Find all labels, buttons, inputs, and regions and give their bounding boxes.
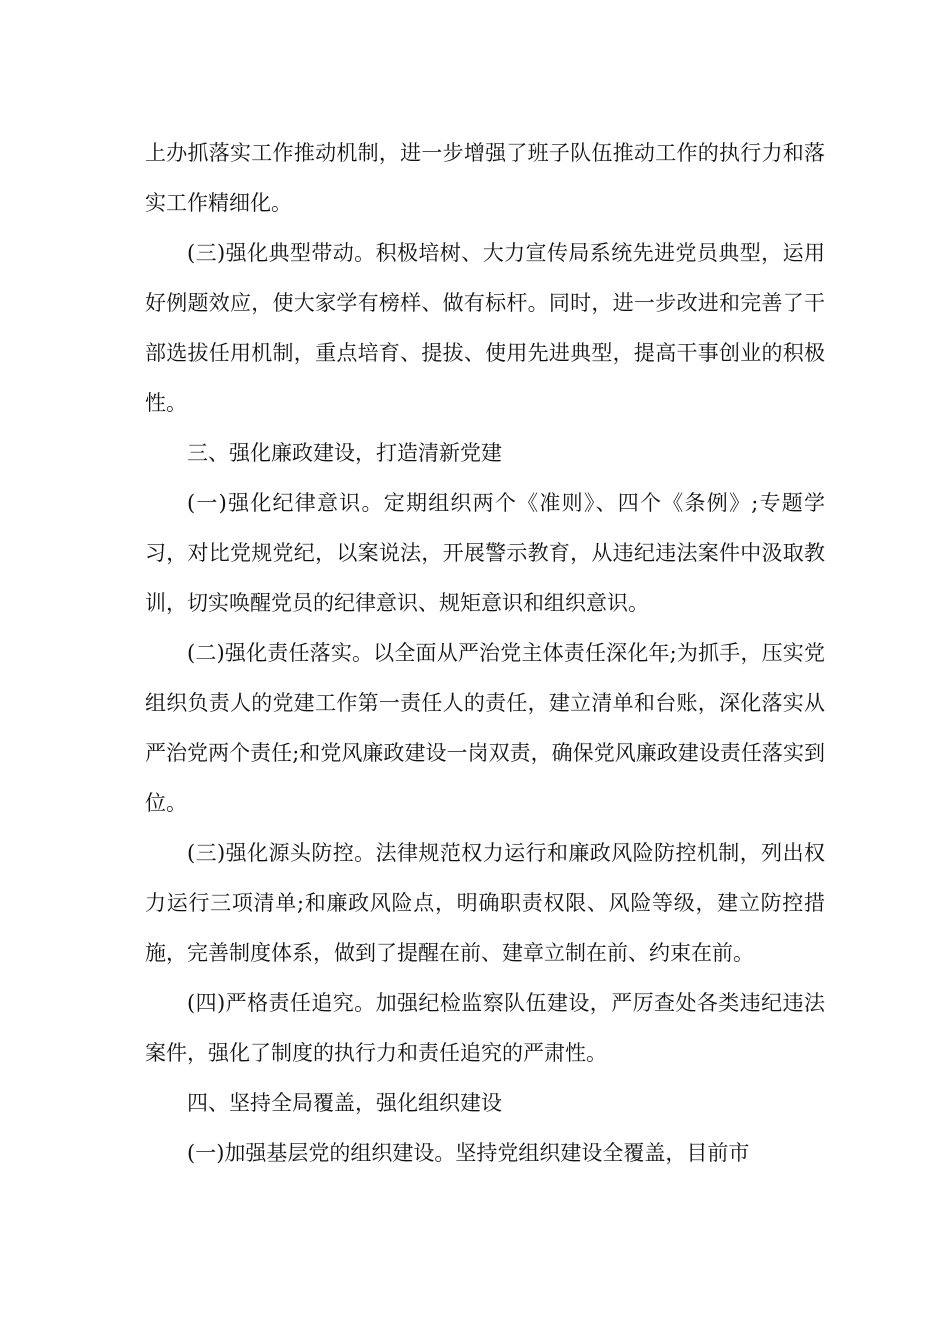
section-heading-3: 三、强化廉政建设，打造清新党建 [187, 441, 502, 465]
paragraph-source-control: (三)强化源头防控。法律规范权力运行和廉政风险防控机制，列出权力运行三项清单;和廉政风险点，明确职责权限、风险等级，建立防控措施，完善制度体系，做到了提醒在前、建章立制在前、约束在前。 [145, 841, 825, 965]
paragraph-typical-example: (三)强化典型带动。积极培树、大力宣传局系统先进党员典型，运用好例题效应，使大家学有榜样、做有标杆。同时，进一步改进和完善了干部选拔任用机制，重点培育、提拔、使用先进典型，提高干事创业的积极性。 [145, 241, 825, 415]
paragraph-responsibility: (二)强化责任落实。以全面从严治党主体责任深化年;为抓手，压实党组织负责人的党建工作第一责任人的责任，建立清单和台账，深化落实从严治党两个责任;和党风廉政建设一岗双责，确保党风廉政建设责任落实到位。 [145, 641, 825, 815]
paragraph-accountability: (四)严格责任追究。加强纪检监察队伍建设，严厉查处各类违纪违法案件，强化了制度的执行力和责任追究的严肃性。 [145, 991, 825, 1065]
paragraph-discipline-awareness: (一)强化纪律意识。定期组织两个《准则》、四个《条例》;专题学习，对比党规党纪，以案说法，开展警示教育，从违纪违法案件中汲取教训，切实唤醒党员的纪律意识、规矩意识和组织意识。 [145, 491, 825, 615]
document-body [145, 128, 825, 1178]
section-heading-4: 四、坚持全局覆盖，强化组织建设 [187, 1091, 502, 1115]
paragraph-continuation: 上办抓落实工作推动机制，进一步增强了班子队伍推动工作的执行力和落实工作精细化。 [145, 141, 825, 215]
paragraph-grassroots-organization: (一)加强基层党的组织建设。坚持党组织建设全覆盖，目前市 [187, 1141, 750, 1165]
